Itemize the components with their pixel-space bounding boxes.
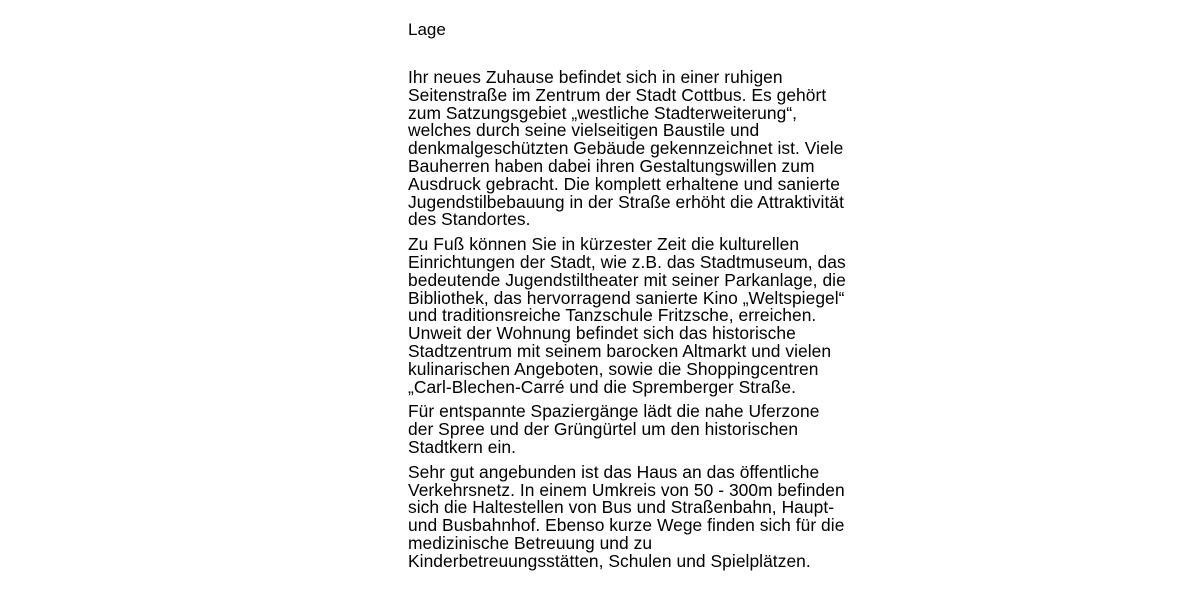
paragraph-culture: [408, 234, 846, 397]
text-line: kulinarischen Angeboten, sowie die Shoppingcentren: [408, 358, 819, 379]
text-line: Stadtkern ein.: [408, 436, 517, 457]
text-line: Einrichtungen der Stadt, wie z.B. das Stadtmuseum, das: [408, 251, 846, 272]
text-line: Ausdruck gebracht. Die komplett erhaltene und sanierte: [408, 173, 840, 194]
text-line: Jugendstilbebauung in der Straße erhöht die Attraktivität: [408, 191, 844, 212]
text-line: Stadtzentrum mit seinem barocken Altmarkt und vielen: [408, 340, 832, 361]
text-line: zum Satzungsgebiet „westliche Stadterweiterung“,: [408, 102, 798, 123]
text-line: Bibliothek, das hervorragend sanierte Kino „Weltspiegel“: [408, 287, 845, 308]
document-column: [408, 20, 846, 578]
text-line: Kinderbetreuungsstätten, Schulen und Spielplätzen.: [408, 550, 811, 571]
paragraph-walks: [408, 401, 820, 457]
text-line: „Carl-Blechen-Carré und die Spremberger Straße.: [408, 376, 797, 397]
paragraph-location-intro: [408, 67, 844, 230]
text-line: Verkehrsnetz. In einem Umkreis von 50 - 300m befinden: [408, 479, 845, 500]
text-line: denkmalgeschützten Gebäude gekennzeichnet ist. Viele: [408, 138, 844, 159]
text-line: Zu Fuß können Sie in kürzester Zeit die kulturellen: [408, 234, 800, 255]
section-heading: Lage: [408, 20, 446, 39]
text-line: Für entspannte Spaziergänge lädt die nahe Uferzone: [408, 401, 820, 422]
text-line: Unweit der Wohnung befindet sich das historische: [408, 323, 796, 344]
text-line: und Busbahnhof. Ebenso kurze Wege finden sich für die: [408, 515, 845, 536]
text-line: des Standortes.: [408, 209, 531, 230]
paragraph-transport: [408, 461, 845, 571]
text-line: der Spree und der Grüngürtel um den historischen: [408, 419, 799, 440]
text-line: Ihr neues Zuhause befindet sich in einer ruhigen: [408, 67, 783, 87]
text-line: und traditionsreiche Tanzschule Fritzsche, erreichen.: [408, 305, 817, 326]
text-line: Bauherren haben dabei ihren Gestaltungswillen zum: [408, 155, 815, 176]
text-line: Seitenstraße im Zentrum der Stadt Cottbus. Es gehört: [408, 84, 827, 105]
text-line: Sehr gut angebunden ist das Haus an das öffentliche: [408, 461, 820, 482]
text-line: bedeutende Jugendstiltheater mit seiner Parkanlage, die: [408, 269, 846, 290]
text-line: sich die Haltestellen von Bus und Straßenbahn, Haupt-: [408, 497, 835, 518]
text-line: medizinische Betreuung und zu: [408, 532, 653, 553]
text-line: welches durch seine vielseitigen Baustile und: [408, 120, 760, 141]
